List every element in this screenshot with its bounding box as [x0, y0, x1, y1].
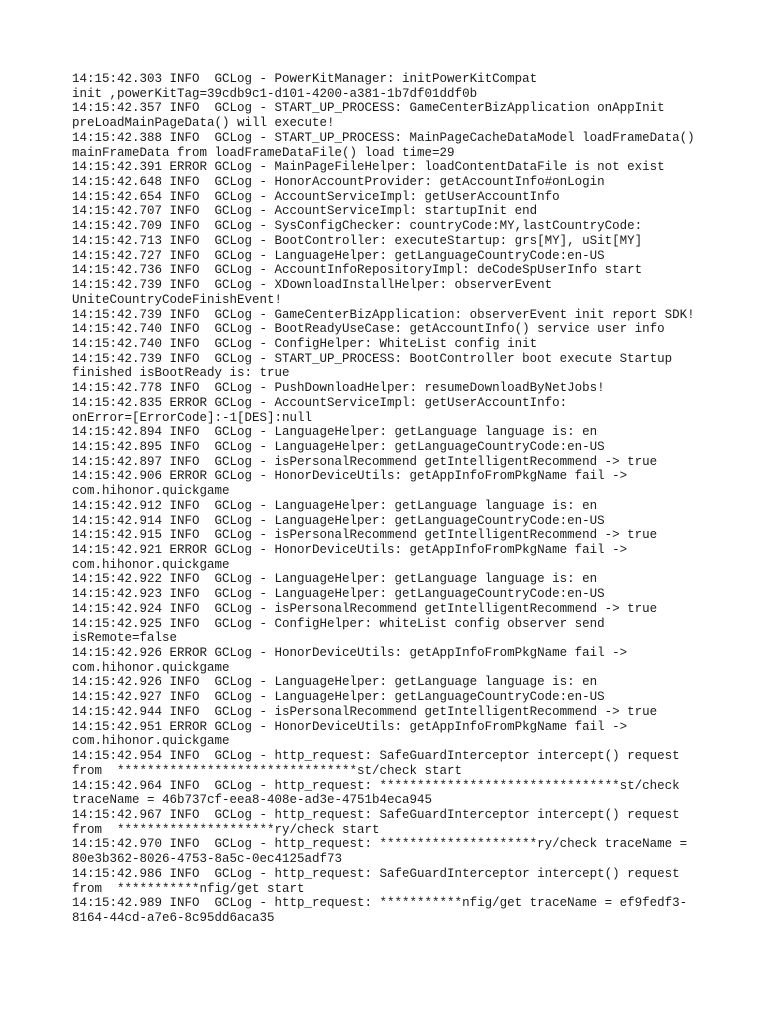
log-line: 14:15:42.951 ERROR GCLog - HonorDeviceUtils: getAppInfoFromPkgName fail ->	[72, 719, 628, 734]
log-line: 14:15:42.835 ERROR GCLog - AccountServiceImpl: getUserAccountInfo:	[72, 395, 568, 410]
log-line: 14:15:42.967 INFO GCLog - http_request: SafeGuardInterceptor intercept() request	[72, 807, 680, 822]
log-line: 14:15:42.970 INFO GCLog - http_request: *********************ry/check traceName =	[72, 837, 688, 852]
log-line: 14:15:42.925 INFO GCLog - ConfigHelper: whiteList config observer send	[72, 616, 605, 631]
log-line: 14:15:42.912 INFO GCLog - LanguageHelper: getLanguage language is: en	[72, 498, 598, 513]
log-line: 14:15:42.357 INFO GCLog - START_UP_PROCESS: GameCenterBizApplication onAppInit	[72, 101, 665, 116]
log-line: 14:15:42.388 INFO GCLog - START_UP_PROCESS: MainPageCacheDataModel loadFrameData()	[72, 130, 695, 145]
log-line: 14:15:42.391 ERROR GCLog - MainPageFileHelper: loadContentDataFile is not exist	[72, 160, 665, 175]
log-line: 14:15:42.894 INFO GCLog - LanguageHelper: getLanguage language is: en	[72, 425, 598, 440]
log-line: 14:15:42.923 INFO GCLog - LanguageHelper: getLanguageCountryCode:en-US	[72, 587, 605, 602]
log-line: 8164-44cd-a7e6-8c95dd6aca35	[72, 910, 275, 925]
log-line: 14:15:42.926 ERROR GCLog - HonorDeviceUtils: getAppInfoFromPkgName fail ->	[72, 646, 628, 661]
log-line: 14:15:42.927 INFO GCLog - LanguageHelper: getLanguageCountryCode:en-US	[72, 690, 605, 705]
log-line: 14:15:42.964 INFO GCLog - http_request: ********************************st/check	[72, 778, 680, 793]
log-line: 14:15:42.739 INFO GCLog - GameCenterBizApplication: observerEvent init report SDK!	[72, 307, 695, 322]
log-line: init ,powerKitTag=39cdb9c1-d101-4200-a381-1b7df01ddf0b	[72, 86, 478, 101]
log-line: 14:15:42.986 INFO GCLog - http_request: SafeGuardInterceptor intercept() request	[72, 866, 680, 881]
log-line: 14:15:42.739 INFO GCLog - START_UP_PROCESS: BootController boot execute Startup	[72, 351, 673, 366]
log-line: 14:15:42.648 INFO GCLog - HonorAccountProvider: getAccountInfo#onLogin	[72, 175, 605, 190]
log-line: com.hihonor.quickgame	[72, 660, 230, 675]
log-line: 14:15:42.906 ERROR GCLog - HonorDeviceUtils: getAppInfoFromPkgName fail ->	[72, 469, 628, 484]
log-line: 14:15:42.654 INFO GCLog - AccountServiceImpl: getUserAccountInfo	[72, 189, 560, 204]
log-line: com.hihonor.quickgame	[72, 734, 230, 749]
log-line: from ***********nfig/get start	[72, 881, 305, 896]
log-line: 14:15:42.897 INFO GCLog - isPersonalRecommend getIntelligentRecommend -> true	[72, 454, 658, 469]
log-line: 14:15:42.707 INFO GCLog - AccountServiceImpl: startupInit end	[72, 204, 538, 219]
log-line: preLoadMainPageData() will execute!	[72, 116, 335, 131]
log-line: 14:15:42.926 INFO GCLog - LanguageHelper: getLanguage language is: en	[72, 675, 598, 690]
log-line: com.hihonor.quickgame	[72, 557, 230, 572]
log-line: 14:15:42.989 INFO GCLog - http_request: ***********nfig/get traceName = ef9fedf3-	[72, 896, 688, 911]
log-line: 14:15:42.922 INFO GCLog - LanguageHelper: getLanguage language is: en	[72, 572, 598, 587]
log-line: UniteCountryCodeFinishEvent!	[72, 292, 283, 307]
log-line: 14:15:42.713 INFO GCLog - BootController: executeStartup: grs[MY], uSit[MY]	[72, 233, 643, 248]
log-line: 14:15:42.895 INFO GCLog - LanguageHelper: getLanguageCountryCode:en-US	[72, 439, 605, 454]
log-line: isRemote=false	[72, 631, 178, 646]
log-line: com.hihonor.quickgame	[72, 484, 230, 499]
log-line: 14:15:42.915 INFO GCLog - isPersonalRecommend getIntelligentRecommend -> true	[72, 528, 658, 543]
log-line: finished isBootReady is: true	[72, 366, 290, 381]
log-line: 14:15:42.921 ERROR GCLog - HonorDeviceUtils: getAppInfoFromPkgName fail ->	[72, 543, 628, 557]
log-line: traceName = 46b737cf-eea8-408e-ad3e-4751b4eca945	[72, 793, 433, 808]
log-line: 14:15:42.740 INFO GCLog - BootReadyUseCase: getAccountInfo() service user info	[72, 322, 665, 337]
log-line: onError=[ErrorCode]:-1[DES]:null	[72, 410, 313, 425]
log-line: 14:15:42.727 INFO GCLog - LanguageHelper: getLanguageCountryCode:en-US	[72, 248, 605, 263]
log-line: 14:15:42.709 INFO GCLog - SysConfigChecker: countryCode:MY,lastCountryCode:	[72, 219, 643, 234]
log-line: 14:15:42.303 INFO GCLog - PowerKitManager: initPowerKitCompat	[72, 72, 538, 86]
log-line: 14:15:42.739 INFO GCLog - XDownloadInstallHelper: observerEvent	[72, 278, 553, 293]
log-line: 14:15:42.914 INFO GCLog - LanguageHelper: getLanguageCountryCode:en-US	[72, 513, 605, 528]
log-line: mainFrameData from loadFrameDataFile() load time=29	[72, 145, 455, 160]
log-line: 80e3b362-8026-4753-8a5c-0ec4125adf73	[72, 852, 343, 867]
log-line: 14:15:42.778 INFO GCLog - PushDownloadHelper: resumeDownloadByNetJobs!	[72, 381, 605, 396]
log-line: from ********************************st/check start	[72, 763, 463, 778]
log-line: 14:15:42.944 INFO GCLog - isPersonalRecommend getIntelligentRecommend -> true	[72, 704, 658, 719]
log-line: 14:15:42.736 INFO GCLog - AccountInfoRepositoryImpl: deCodeSpUserInfo start	[72, 263, 643, 278]
log-document	[72, 72, 712, 926]
log-line: 14:15:42.740 INFO GCLog - ConfigHelper: WhiteList config init	[72, 336, 538, 351]
log-line: 14:15:42.924 INFO GCLog - isPersonalRecommend getIntelligentRecommend -> true	[72, 601, 658, 616]
log-line: from *********************ry/check start	[72, 822, 380, 837]
log-line: 14:15:42.954 INFO GCLog - http_request: SafeGuardInterceptor intercept() request	[72, 749, 680, 764]
